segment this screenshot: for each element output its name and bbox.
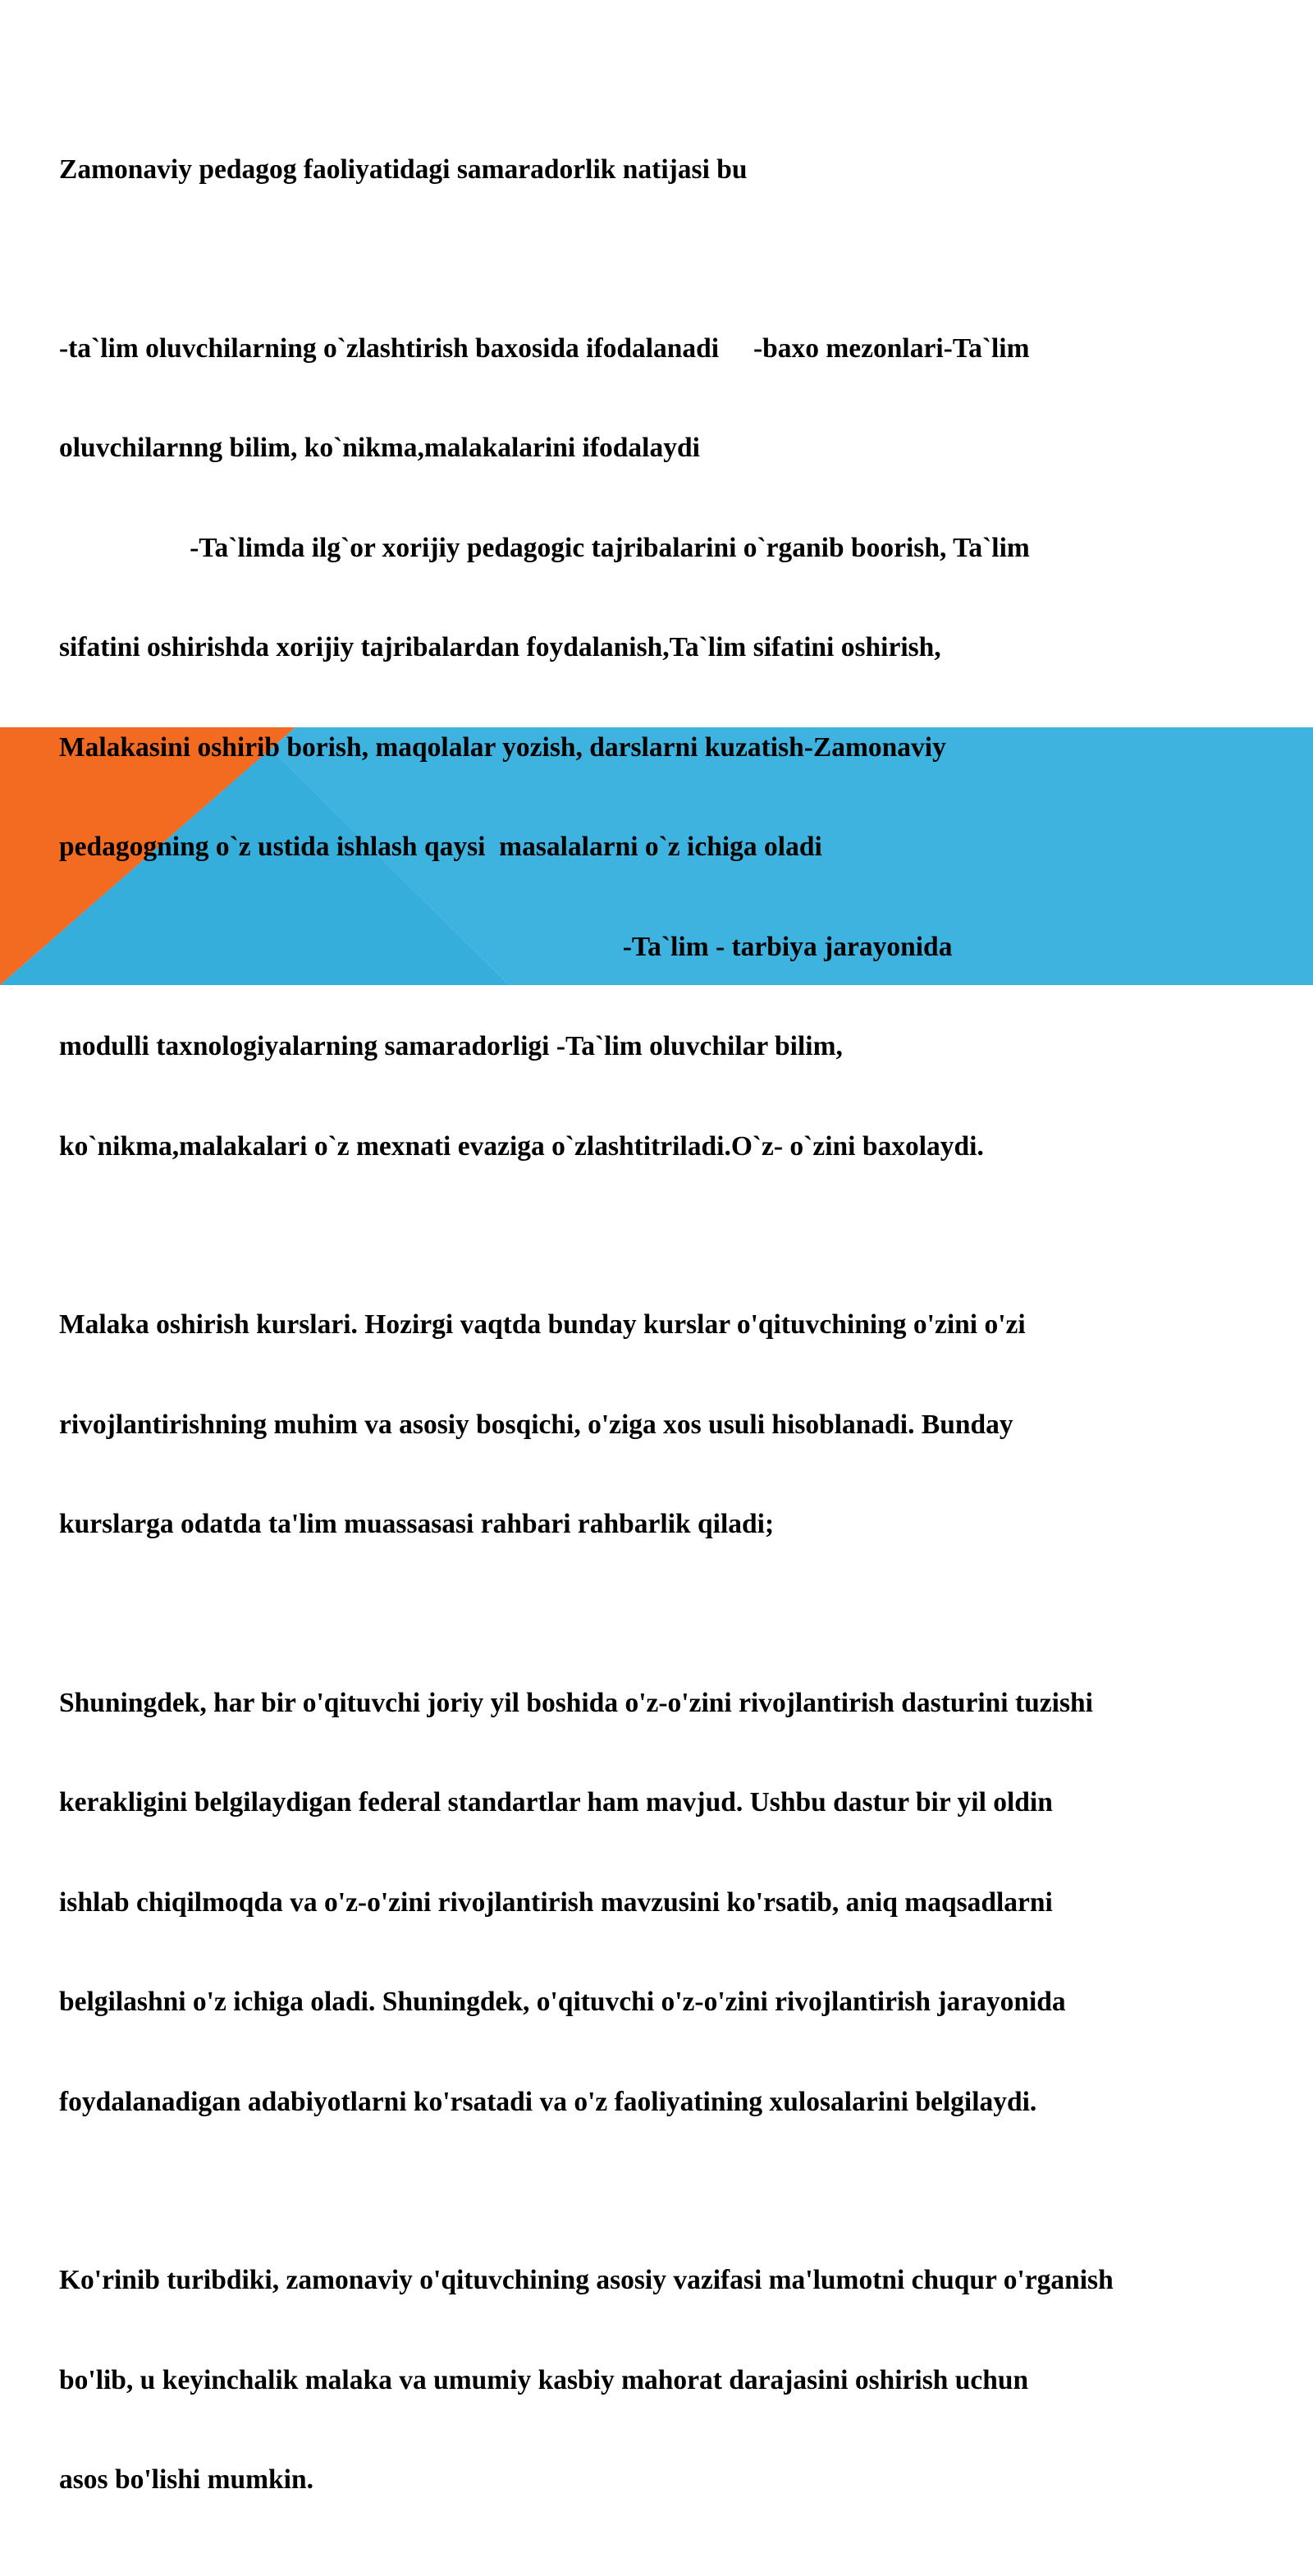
paragraph-line: foydalanadigan adabiyotlarni ko'rsatadi va o'z faoliyatining xulosalarini belgilaydi. [59,2086,1037,2117]
paragraph-line: Zamonaviy pedagog faoliyatidagi samaradorlik natijasi bu [59,154,748,185]
paragraph-line: Malakasini oshirib borish, maqolalar yozish, darslarni kuzatish-Zamonaviy [59,731,946,763]
paragraph-line: ishlab chiqilmoqda va o'z-o'zini rivojlantirish mavzusini ko'rsatib, aniq maqsadlarni [59,1886,1053,1918]
paragraph-line: -Ta`limda ilg`or xorijiy pedagogic tajribalarini o`rganib boorish, Ta`lim [59,532,1030,563]
paragraph-line: -ta`lim oluvchilarning o`zlashtirish baxosida ifodalanadi -baxo mezonlari-Ta`lim [59,332,1030,364]
paragraph-line: rivojlantirishning muhim va asosiy bosqichi, o'ziga xos usuli hisoblanadi. Bunday [59,1409,1013,1440]
paragraph [59,2198,1257,2564]
paragraph-line: oluvchilarnng bilim, ko`nikma,malakalarini ifodalaydi [59,433,700,463]
paragraph-line: modulli taxnologiyalarning samaradorligi -Ta`lim oluvchilar bilim, [59,1031,843,1061]
slide-body [59,87,1257,2576]
paragraph-line: kurslarga odatda ta'lim muassasasi rahbari rahbarlik qiladi; [59,1509,775,1539]
paragraph-line: bo'lib, u keyinchalik malaka va umumiy kasbiy mahorat darajasini oshirish uchun [59,2364,1029,2395]
paragraph-line: sifatini oshirishda xorijiy tajribalardan foydalanish,Ta`lim sifatini oshirish, [59,632,941,662]
paragraph [59,266,1257,1231]
paragraph-line: Shuningdek, har bir o'qituvchi joriy yil boshida o'z-o'zini rivojlantirish dasturini tuzishi [59,1687,1093,1718]
paragraph [59,1620,1257,2186]
paragraph-line: Malaka oshirish kurslari. Hozirgi vaqtda bunday kurslar o'qituvchining o'zini o'zi [59,1309,1026,1340]
paragraph-line: ko`nikma,malakalari o`z mexnati evaziga o`zlashtitriladi.O`z- o`zini baxolaydi. [59,1130,984,1162]
paragraph-line: asos bo'lishi mumkin. [59,2464,313,2495]
paragraph [59,87,1257,254]
paragraph [59,1242,1257,1608]
paragraph-line: -Ta`lim - tarbiya jarayonida [59,931,953,962]
paragraph-line: pedagogning o`z ustida ishlash qaysi masalalarni o`z ichiga oladi [59,832,822,862]
paragraph-line: kerakligini belgilaydigan federal standartlar ham mavjud. Ushbu dastur bir yil oldin [59,1787,1053,1817]
paragraph-line: Ko'rinib turibdiki, zamonaviy o'qituvchining asosiy vazifasi ma'lumotni chuqur o'rganish [59,2265,1114,2295]
paragraph-line: belgilashni o'z ichiga oladi. Shuningdek, o'qituvchi o'z-o'zini rivojlantirish jarayonida [59,1987,1066,2017]
